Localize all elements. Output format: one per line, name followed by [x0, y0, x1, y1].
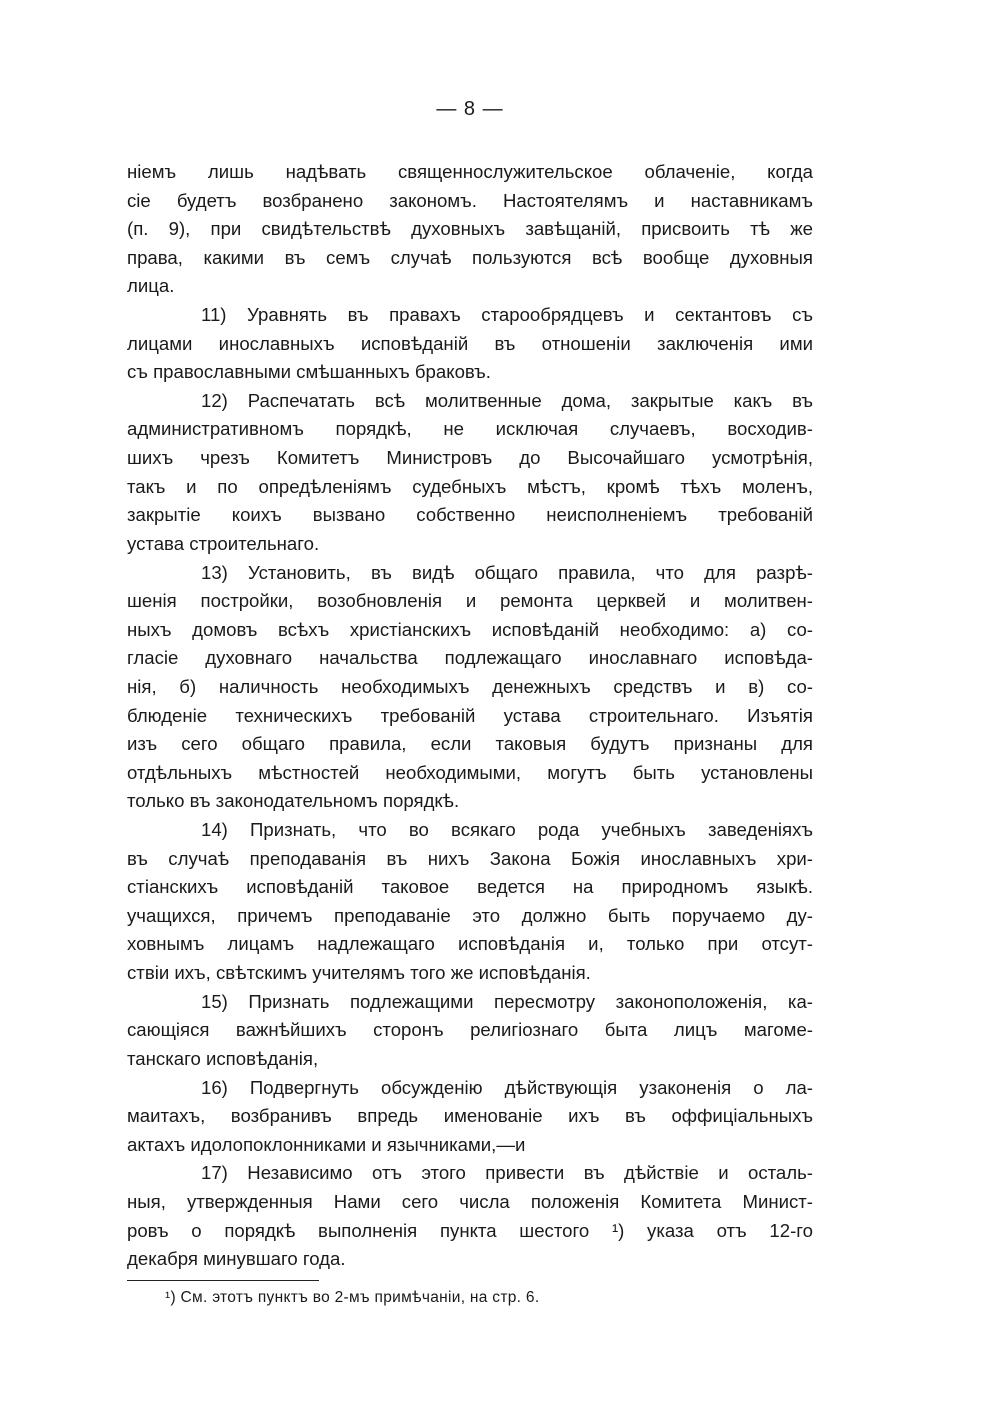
text-line: 12) Распечатать всѣ молитвенные дома, закрытые какъ въ [201, 389, 813, 411]
text-line: 11) Уравнять въ правахъ старообрядцевъ и сектантовъ съ [201, 304, 813, 326]
text-line: 13) Установить, въ видѣ общаго правила, что для разрѣ- [201, 561, 813, 583]
page-number: — 8 — [436, 98, 504, 120]
text-line: отдѣльныхъ мѣстностей необходимыми, могутъ быть установлены [127, 761, 813, 783]
text-line: гласіе духовнаго начальства подлежащаго инославнаго исповѣда- [127, 647, 813, 669]
text-line: декабря минувшаго года. [127, 1248, 346, 1270]
text-line: лица. [127, 275, 175, 297]
paragraph [127, 301, 813, 387]
text-line: изъ сего общаго правила, если таковыя будутъ признаны для [127, 733, 813, 755]
paragraph [127, 158, 813, 301]
body-text [127, 158, 813, 1274]
text-line: ныя, утвержденныя Нами сего числа положенія Комитета Минист- [127, 1190, 813, 1212]
text-line: только въ законодательномъ порядкѣ. [127, 790, 460, 812]
text-line: ровъ о порядкѣ выполненія пункта шестого ¹) указа отъ 12-го [127, 1219, 813, 1241]
text-line: сающіяся важнѣйшихъ сторонъ религіознаго быта лицъ магоме- [127, 1019, 813, 1041]
footnote-divider [127, 1280, 319, 1281]
text-line: нія, б) наличность необходимыхъ денежныхъ средствъ и в) со- [127, 675, 813, 697]
text-line: лицами инославныхъ исповѣданій въ отношеніи заключенія ими [127, 332, 813, 354]
footnote: ¹) См. этотъ пунктъ во 2-мъ примѣчаніи, на стр. 6. [165, 1289, 540, 1306]
paragraph [127, 816, 813, 988]
text-line: 17) Независимо отъ этого привести въ дѣйствіе и осталь- [201, 1162, 813, 1184]
paragraph [127, 1074, 813, 1160]
text-line: учащихся, причемъ преподаваніе это должно быть поручаемо ду- [127, 904, 813, 926]
paragraph [127, 387, 813, 559]
text-line: права, какими въ семъ случаѣ пользуются всѣ вообще духовныя [127, 246, 813, 268]
text-line: блюденіе техническихъ требованій устава строительнаго. Изъятія [127, 704, 813, 726]
text-line: ствіи ихъ, свѣтскимъ учителямъ того же исповѣданія. [127, 962, 591, 984]
text-line: ніемъ лишь надѣвать священнослужительское облаченіе, когда [127, 161, 813, 182]
text-line: танскаго исповѣданія, [127, 1047, 319, 1069]
text-line: шенія постройки, возобновленія и ремонта церквей и молитвен- [127, 590, 813, 612]
text-line: ховнымъ лицамъ надлежащаго исповѣданія и, только при отсут- [127, 933, 813, 955]
text-line: актахъ идолопоклонниками и язычниками,—и [127, 1133, 526, 1155]
paragraph [127, 988, 813, 1074]
text-line: 16) Подвергнуть обсужденію дѣйствующія узаконенія о ла- [201, 1076, 813, 1098]
text-line: 14) Признать, что во всякаго рода учебныхъ заведеніяхъ [201, 819, 813, 841]
text-line: устава строительнаго. [127, 532, 320, 554]
text-line: 15) Признать подлежащими пересмотру законоположенія, ка- [201, 990, 813, 1012]
text-line: стіанскихъ исповѣданій таковое ведется на природномъ языкѣ. [127, 876, 813, 898]
text-line: ныхъ домовъ всѣхъ христіанскихъ исповѣданій необходимо: а) со- [127, 618, 813, 640]
paragraph [127, 559, 813, 816]
text-line: такъ и по опредѣленіямъ судебныхъ мѣстъ, кромѣ тѣхъ моленъ, [127, 475, 813, 497]
text-line: маитахъ, возбранивъ впредь именованіе ихъ въ оффиціальныхъ [127, 1105, 813, 1127]
text-line: съ православными смѣшанныхъ браковъ. [127, 361, 491, 383]
text-line: закрытіе коихъ вызвано собственно неисполненіемъ требованій [127, 504, 813, 526]
paragraph [127, 1159, 813, 1273]
text-line: въ случаѣ преподаванія въ нихъ Закона Божія инославныхъ хри- [127, 847, 813, 869]
text-line: сіе будетъ возбранено закономъ. Настоятелямъ и наставникамъ [127, 189, 813, 211]
text-line: шихъ чрезъ Комитетъ Министровъ до Высочайшаго усмотрѣнія, [127, 447, 813, 469]
text-line: (п. 9), при свидѣтельствѣ духовныхъ завѣщаній, присвоить тѣ же [127, 218, 813, 240]
text-line: административномъ порядкѣ, не исключая случаевъ, восходив- [127, 418, 813, 440]
